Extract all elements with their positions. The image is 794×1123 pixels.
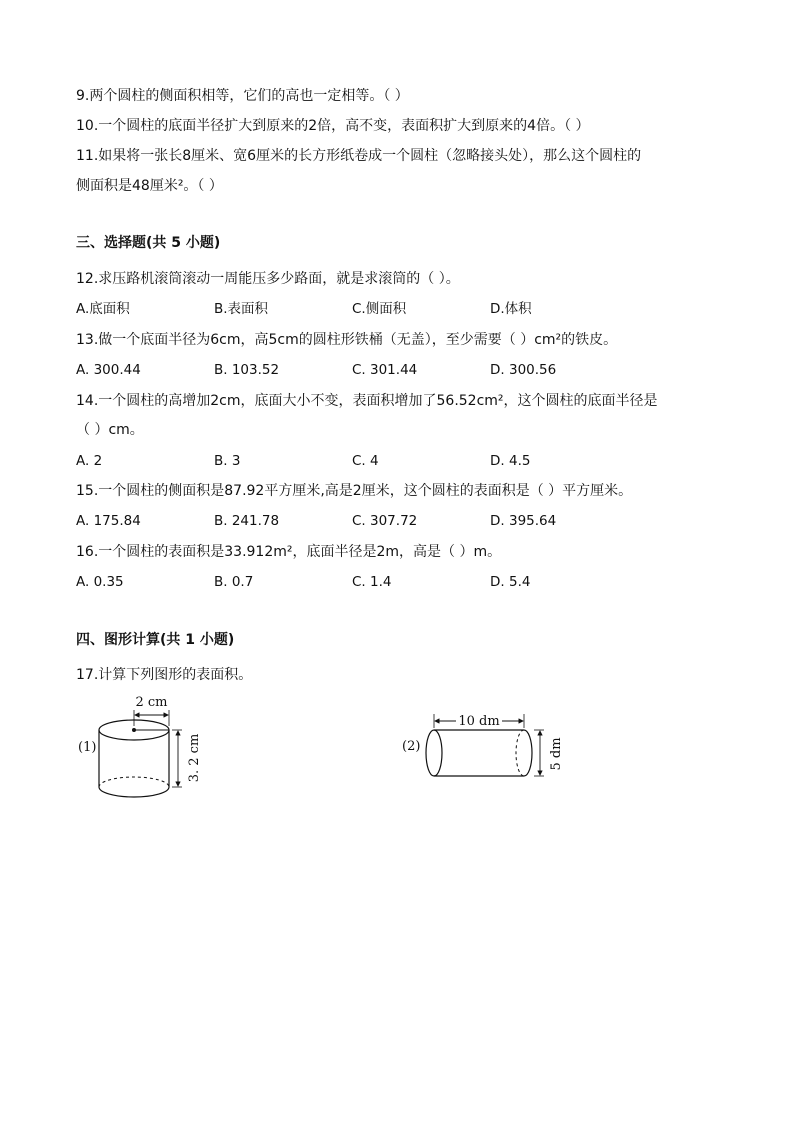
question-10: 10.一个圆柱的底面半径扩大到原来的2倍，高不变，表面积扩大到原来的4倍。（ ）: [76, 118, 590, 134]
question-14-line2: （ ）cm。: [76, 422, 144, 438]
question-12: 12.求压路机滚筒滚动一周能压多少路面，就是求滚筒的（ ）。: [76, 271, 460, 287]
question-16: 16.一个圆柱的表面积是33.912m²，底面半径是2m，高是（ ）m。: [76, 544, 502, 560]
question-11-line2: 侧面积是48厘米²。（ ）: [76, 178, 223, 194]
question-17: 17.计算下列图形的表面积。: [76, 667, 253, 683]
q12-option-d: D.体积: [490, 301, 532, 317]
q16-option-d: D. 5.4: [490, 574, 531, 590]
q15-option-d: D. 395.64: [490, 513, 557, 529]
q16-option-a: A. 0.35: [76, 574, 124, 590]
q13-option-b: B. 103.52: [214, 362, 280, 378]
q15-option-c: C. 307.72: [352, 513, 418, 529]
question-15: 15.一个圆柱的侧面积是87.92平方厘米,高是2厘米，这个圆柱的表面积是（ ）平方厘米。: [76, 483, 633, 499]
q15-option-a: A. 175.84: [76, 513, 141, 529]
q12-option-c: C.侧面积: [352, 301, 407, 317]
figure-2-diameter-label: 5 dm: [549, 737, 564, 771]
figure-2-label: (2): [402, 739, 421, 754]
q13-option-c: C. 301.44: [352, 362, 418, 378]
q16-option-c: C. 1.4: [352, 574, 392, 590]
question-13: 13.做一个底面半径为6cm，高5cm的圆柱形铁桶（无盖），至少需要（ ）cm²的铁皮。: [76, 332, 618, 348]
q14-option-c: C. 4: [352, 453, 379, 469]
section-3-heading: 三、选择题(共 5 小题): [76, 235, 221, 251]
question-11-line1: 11.如果将一张长8厘米、宽6厘米的长方形纸卷成一个圆柱（忽略接头处），那么这个圆柱的: [76, 148, 642, 164]
q12-option-a: A.底面积: [76, 301, 130, 317]
figure-1-label: (1): [78, 740, 97, 755]
q14-option-d: D. 4.5: [490, 453, 531, 469]
q15-option-b: B. 241.78: [214, 513, 280, 529]
figure-1-height-label: 3. 2 cm: [187, 733, 202, 783]
figure-1-radius-label: 2 cm: [135, 695, 168, 710]
q12-option-b: B.表面积: [214, 301, 269, 317]
q14-option-a: A. 2: [76, 453, 103, 469]
figure-2-length-label: 10 dm: [458, 714, 500, 729]
q13-option-d: D. 300.56: [490, 362, 557, 378]
section-4-heading: 四、图形计算(共 1 小题): [76, 632, 235, 648]
q13-option-a: A. 300.44: [76, 362, 141, 378]
question-14: 14.一个圆柱的高增加2cm，底面大小不变，表面积增加了56.52cm²，这个圆柱的底面半径是: [76, 393, 658, 409]
figure-1-cylinder: [94, 688, 224, 803]
question-9: 9.两个圆柱的侧面积相等，它们的高也一定相等。（ ）: [76, 88, 409, 104]
q16-option-b: B. 0.7: [214, 574, 254, 590]
figure-2-cylinder: [420, 708, 580, 788]
q14-option-b: B. 3: [214, 453, 241, 469]
